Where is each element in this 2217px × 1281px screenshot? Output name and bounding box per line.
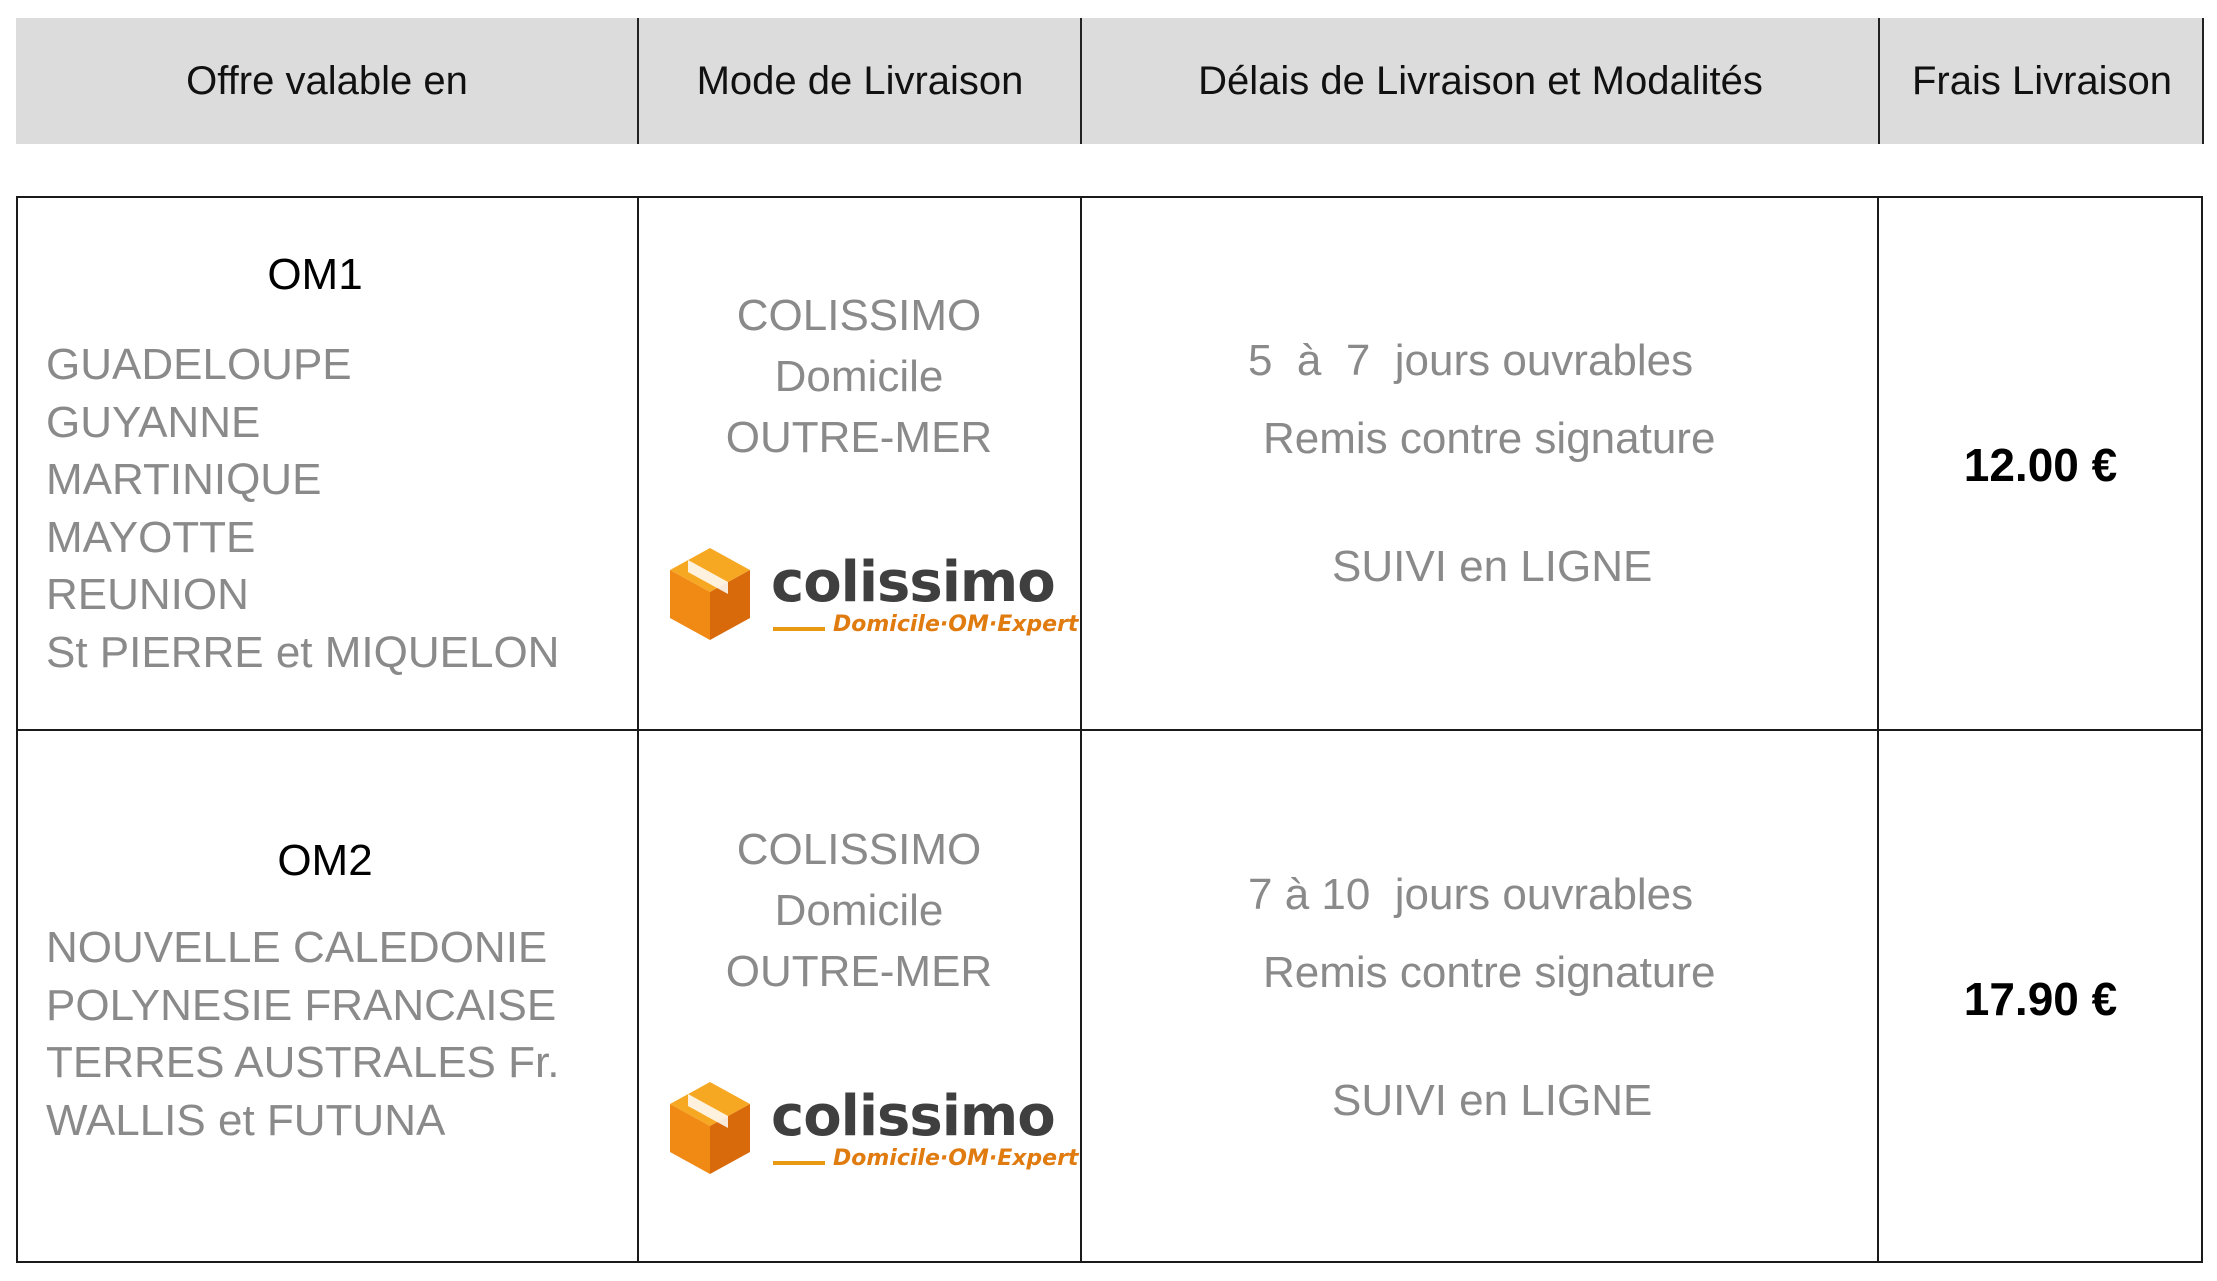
- delivery-fee-om1: 12.00 €: [1963, 439, 2118, 491]
- table-header: [16, 18, 2204, 144]
- territory-item: GUYANNE: [46, 397, 261, 447]
- territory-list-om1: [46, 336, 559, 681]
- tracking-note-om2: SUIVI en LIGNE: [1332, 1076, 1653, 1125]
- signature-note-om1: Remis contre signature: [1263, 414, 1716, 463]
- delivery-mode-om2: [638, 819, 1080, 1002]
- mode-line: OUTRE-MER: [725, 947, 993, 996]
- territory-item: GUADELOUPE: [46, 340, 352, 389]
- mode-line: COLISSIMO: [736, 825, 982, 874]
- mode-line: Domicile: [774, 886, 944, 935]
- delivery-delay-om1: 5 à 7 jours ouvrables: [1248, 336, 1694, 385]
- delivery-delay-om2: 7 à 10 jours ouvrables: [1248, 870, 1694, 919]
- mode-line: Domicile: [774, 352, 944, 401]
- mode-line: OUTRE-MER: [725, 413, 993, 462]
- logo-wordmark: colissimo: [771, 1084, 1055, 1149]
- delivery-fee-om2: 17.90 €: [1963, 973, 2118, 1025]
- colissimo-logo: [668, 546, 1079, 646]
- header-offer-region: Offre valable en: [186, 58, 468, 103]
- zone-code-om2: OM2: [277, 836, 373, 885]
- logo-wordmark: colissimo: [771, 550, 1055, 615]
- header-delivery-time: Délais de Livraison et Modalités: [1198, 58, 1763, 103]
- territory-item: POLYNESIE FRANCAISE: [46, 980, 557, 1030]
- package-cube-icon: [668, 546, 752, 642]
- territory-list-om2: [46, 919, 559, 1149]
- logo-underline: [773, 1161, 825, 1165]
- territory-item: MAYOTTE: [46, 512, 256, 562]
- mode-line: COLISSIMO: [736, 291, 982, 340]
- territory-item: WALLIS et FUTUNA: [46, 1095, 446, 1145]
- logo-tagline: Domicile·OM·Expert: [833, 612, 1079, 637]
- colissimo-logo: [668, 1080, 1079, 1180]
- tracking-note-om1: SUIVI en LIGNE: [1332, 542, 1653, 591]
- delivery-mode-om1: [638, 285, 1080, 468]
- territory-item: St PIERRE et MIQUELON: [46, 627, 560, 677]
- package-cube-icon: [668, 1080, 752, 1176]
- header-delivery-mode: Mode de Livraison: [696, 58, 1024, 103]
- logo-tagline: Domicile·OM·Expert: [833, 1146, 1079, 1171]
- territory-item: NOUVELLE CALEDONIE: [46, 923, 548, 972]
- signature-note-om2: Remis contre signature: [1263, 948, 1716, 997]
- header-divider: [2202, 18, 2204, 144]
- row-divider: [16, 729, 2203, 731]
- zone-code-om1: OM1: [267, 250, 363, 299]
- logo-underline: [773, 627, 825, 631]
- territory-item: TERRES AUSTRALES Fr.: [46, 1038, 560, 1087]
- header-delivery-fee: Frais Livraison: [1911, 58, 2173, 103]
- territory-item: REUNION: [46, 570, 249, 619]
- territory-item: MARTINIQUE: [46, 455, 322, 504]
